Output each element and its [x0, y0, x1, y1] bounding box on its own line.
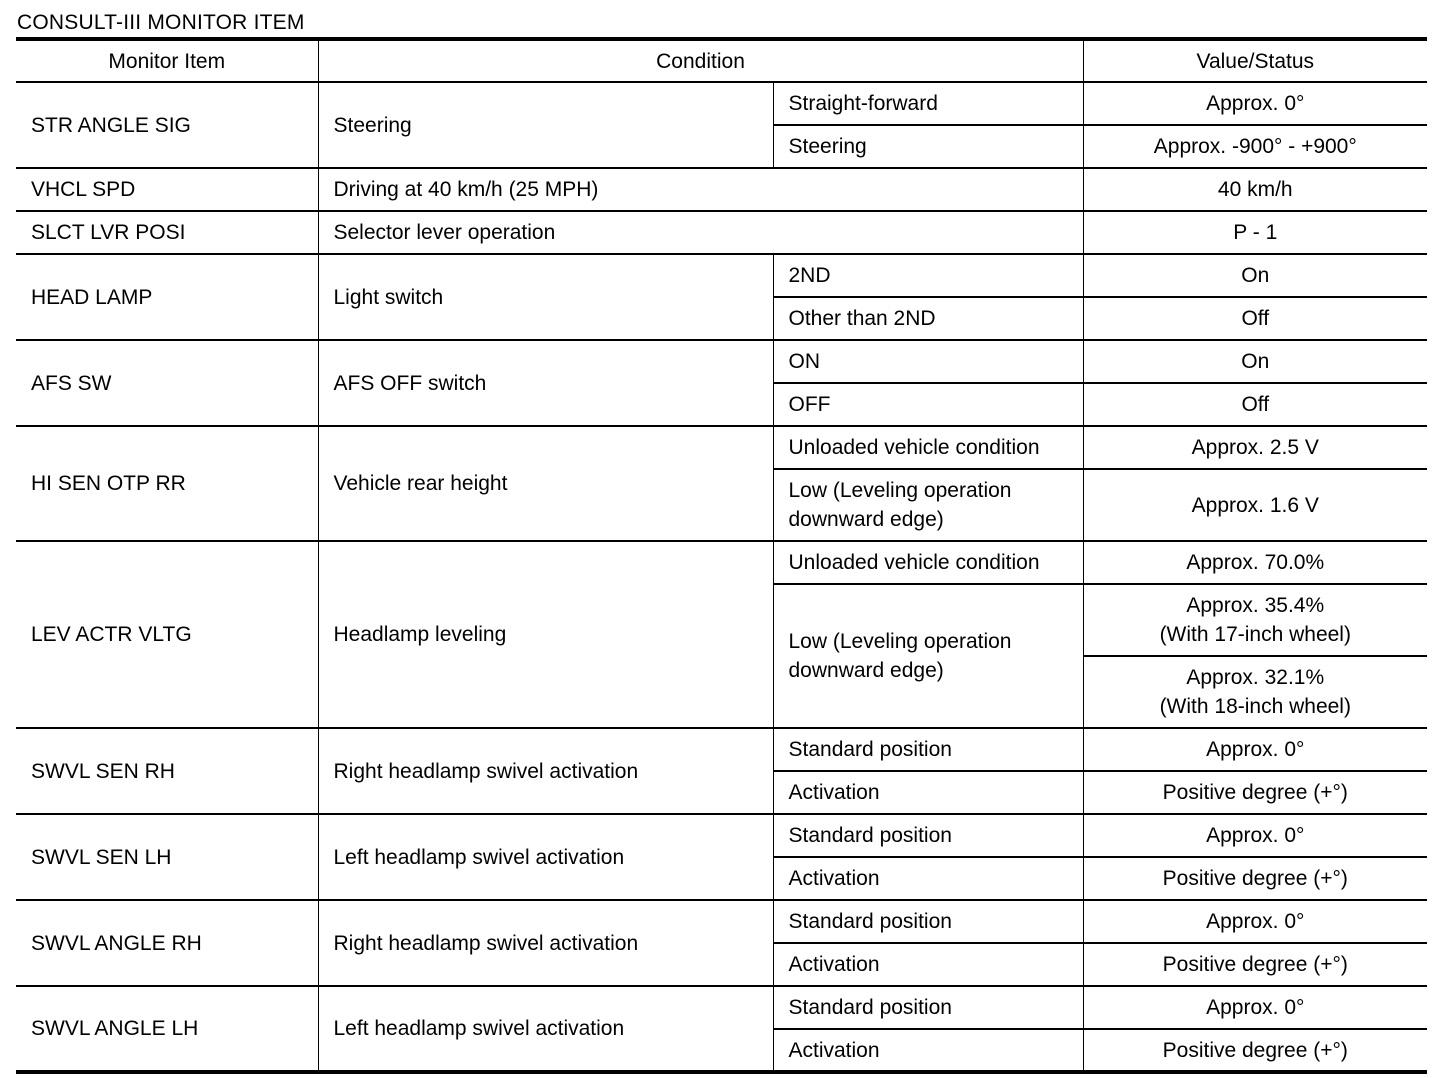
table-row [16, 986, 1427, 1029]
value-cell: Approx. 1.6 V [1083, 469, 1427, 541]
sub-condition-cell [773, 469, 1083, 541]
value-cell: Approx. 0° [1083, 814, 1427, 857]
sub-condition-cell: Activation [773, 771, 1083, 814]
sub-condition-cell: Activation [773, 1029, 1083, 1072]
monitor-item-cell: LEV ACTR VLTG [16, 541, 318, 728]
table-row [16, 211, 1427, 254]
value-cell: 40 km/h [1083, 168, 1427, 211]
value-line: Approx. 35.4% [1186, 594, 1325, 617]
condition-cell: Headlamp leveling [318, 541, 773, 728]
table-row [16, 426, 1427, 469]
monitor-item-cell: STR ANGLE SIG [16, 82, 318, 168]
value-cell: P - 1 [1083, 211, 1427, 254]
header-value-status: Value/Status [1083, 39, 1427, 82]
value-cell: Positive degree (+°) [1083, 857, 1427, 900]
monitor-item-cell: SLCT LVR POSI [16, 211, 318, 254]
sub-condition-cell: 2ND [773, 254, 1083, 297]
header-condition: Condition [318, 39, 1083, 82]
sub-condition-cell: ON [773, 340, 1083, 383]
sub-condition-cell: Activation [773, 943, 1083, 986]
value-cell: Approx. 0° [1083, 82, 1427, 125]
monitor-item-cell: SWVL ANGLE LH [16, 986, 318, 1072]
value-cell: Approx. -900° - +900° [1083, 125, 1427, 168]
monitor-item-cell: SWVL SEN LH [16, 814, 318, 900]
value-cell: Approx. 0° [1083, 900, 1427, 943]
monitor-item-cell: SWVL ANGLE RH [16, 900, 318, 986]
value-cell: Approx. 70.0% [1083, 541, 1427, 584]
sub-condition-line: Low (Leveling operation [788, 479, 1012, 502]
condition-cell: AFS OFF switch [318, 340, 773, 426]
monitor-item-table [16, 37, 1427, 1074]
sub-condition-line: Low (Leveling operation [788, 630, 1012, 653]
sub-condition-cell: Standard position [773, 900, 1083, 943]
value-cell: Positive degree (+°) [1083, 771, 1427, 814]
condition-cell: Right headlamp swivel activation [318, 728, 773, 814]
condition-cell: Driving at 40 km/h (25 MPH) [318, 168, 1083, 211]
value-cell [1083, 584, 1427, 656]
sub-condition-line: downward edge) [788, 659, 944, 682]
condition-cell: Steering [318, 82, 773, 168]
value-cell: On [1083, 254, 1427, 297]
value-cell: Approx. 2.5 V [1083, 426, 1427, 469]
sub-condition-cell: Standard position [773, 814, 1083, 857]
value-cell: Positive degree (+°) [1083, 943, 1427, 986]
sub-condition-cell: Standard position [773, 986, 1083, 1029]
condition-cell: Light switch [318, 254, 773, 340]
sub-condition-cell: Straight-forward [773, 82, 1083, 125]
sub-condition-cell [773, 584, 1083, 728]
condition-cell: Right headlamp swivel activation [318, 900, 773, 986]
value-cell: Off [1083, 297, 1427, 340]
sub-condition-cell: Unloaded vehicle condition [773, 426, 1083, 469]
table-row [16, 340, 1427, 383]
value-cell [1083, 656, 1427, 728]
table-row [16, 168, 1427, 211]
sub-condition-line: downward edge) [788, 508, 944, 531]
table-row [16, 541, 1427, 584]
value-cell: On [1083, 340, 1427, 383]
table-row [16, 254, 1427, 297]
value-cell: Positive degree (+°) [1083, 1029, 1427, 1072]
sub-condition-cell: Other than 2ND [773, 297, 1083, 340]
condition-cell: Left headlamp swivel activation [318, 814, 773, 900]
table-header-row [16, 39, 1427, 82]
monitor-item-cell: HEAD LAMP [16, 254, 318, 340]
sub-condition-cell: OFF [773, 383, 1083, 426]
condition-cell: Left headlamp swivel activation [318, 986, 773, 1072]
sub-condition-cell: Unloaded vehicle condition [773, 541, 1083, 584]
table-row [16, 900, 1427, 943]
condition-cell: Vehicle rear height [318, 426, 773, 541]
monitor-item-cell: AFS SW [16, 340, 318, 426]
sub-condition-cell: Activation [773, 857, 1083, 900]
header-monitor-item: Monitor Item [16, 39, 318, 82]
page-title: CONSULT-III MONITOR ITEM [17, 11, 305, 34]
monitor-item-cell: HI SEN OTP RR [16, 426, 318, 541]
sub-condition-cell: Standard position [773, 728, 1083, 771]
condition-cell: Selector lever operation [318, 211, 1083, 254]
value-line: Approx. 32.1% [1186, 666, 1325, 689]
value-cell: Approx. 0° [1083, 986, 1427, 1029]
table-row [16, 814, 1427, 857]
sub-condition-cell: Steering [773, 125, 1083, 168]
table-row [16, 728, 1427, 771]
table-row [16, 82, 1427, 125]
value-cell: Approx. 0° [1083, 728, 1427, 771]
value-line: (With 18-inch wheel) [1159, 695, 1351, 718]
monitor-item-cell: SWVL SEN RH [16, 728, 318, 814]
value-cell: Off [1083, 383, 1427, 426]
monitor-item-cell: VHCL SPD [16, 168, 318, 211]
value-line: (With 17-inch wheel) [1159, 623, 1351, 646]
